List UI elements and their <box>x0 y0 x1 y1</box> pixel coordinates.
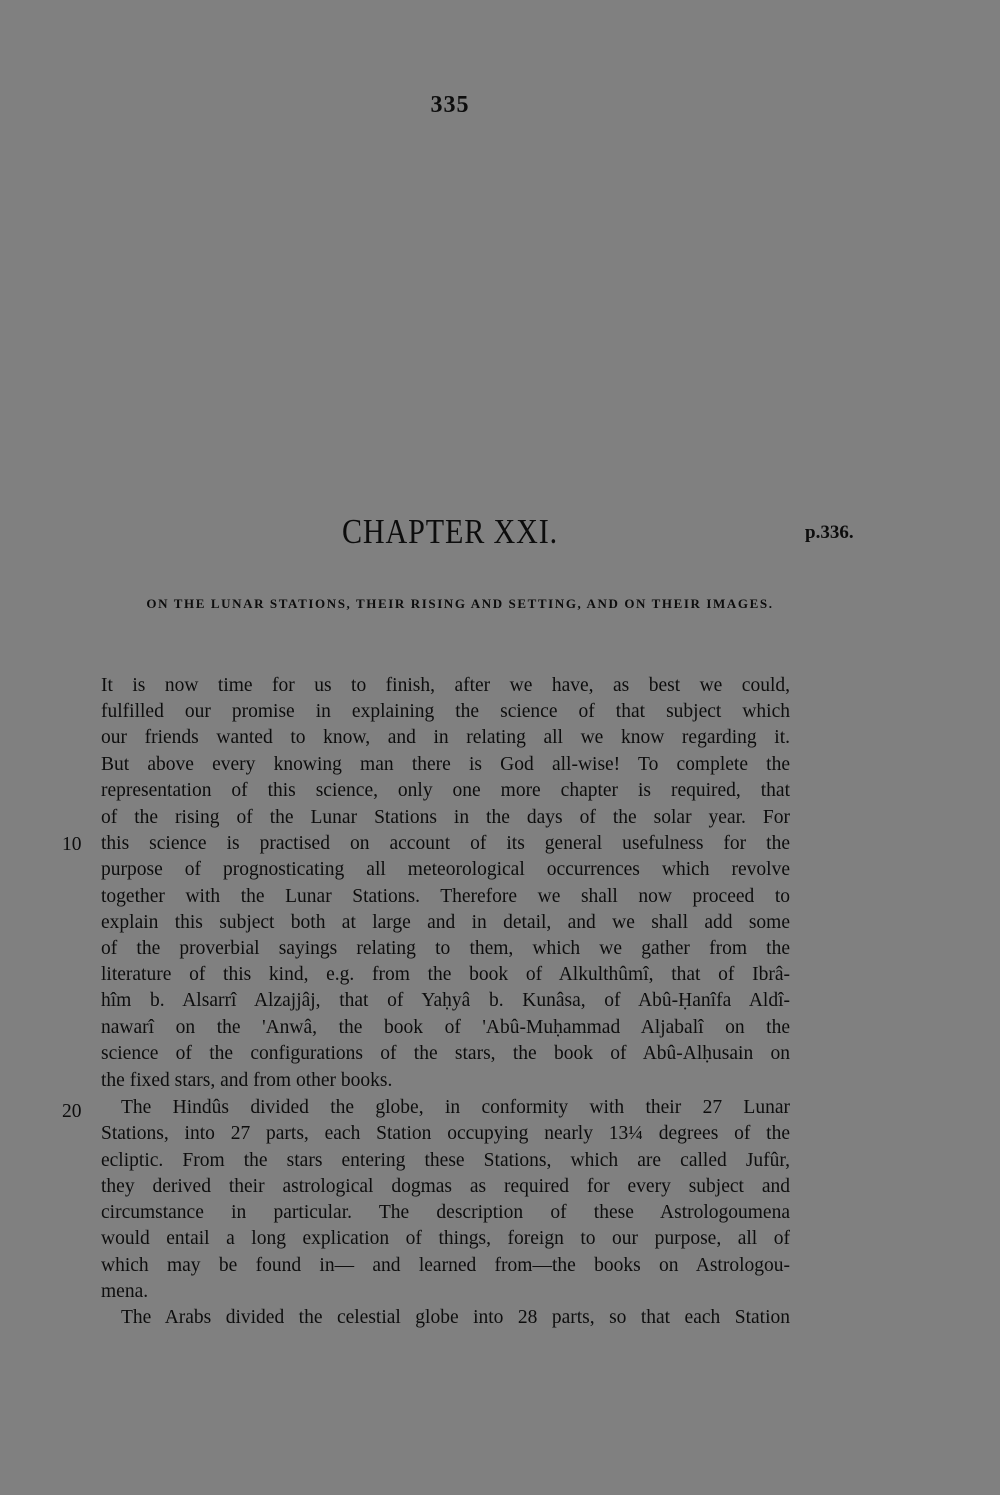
text-line: literature of this kind, e.g. from the book of Alkulthûmî, that of Ibrâ- <box>101 964 790 985</box>
text-line: But above every knowing man there is God all-wise! To complete the <box>101 754 790 775</box>
page-number: 335 <box>430 92 470 118</box>
text-line: hîm b. Alsarrî Alzajjâj, that of Yaḥyâ b. Kunâsa, of Abû-Ḥanîfa Aldî- <box>101 990 790 1011</box>
text-line: purpose of prognosticating all meteorological occurrences which revolve <box>101 859 790 880</box>
text-line: our friends wanted to know, and in relating all we know regarding it. <box>101 727 790 748</box>
text-line: ecliptic. From the stars entering these Stations, which are called Jufûr, <box>101 1150 790 1171</box>
margin-page-reference: p.336. <box>805 522 854 543</box>
chapter-subtitle: ON THE LUNAR STATIONS, THEIR RISING AND SETTING, AND ON THEIR IMAGES. <box>146 596 774 611</box>
text-line: It is now time for us to finish, after we have, as best we could, <box>101 675 790 696</box>
text-line: nawarî on the 'Anwâ, the book of 'Abû-Muḥammad Aljabalî on the <box>101 1017 790 1038</box>
text-line: Stations, into 27 parts, each Station occupying nearly 13¼ degrees of the <box>101 1123 790 1144</box>
text-line: the fixed stars, and from other books. <box>101 1070 393 1091</box>
text-line: The Arabs divided the celestial globe into 28 parts, so that each Station <box>121 1307 790 1328</box>
text-line: The Hindûs divided the globe, in conformity with their 27 Lunar <box>121 1097 790 1118</box>
text-line: fulfilled our promise in explaining the science of that subject which <box>101 701 790 722</box>
line-number-10: 10 <box>62 834 82 855</box>
text-line: circumstance in particular. The description of these Astrologoumena <box>101 1202 790 1223</box>
text-line: this science is practised on account of its general usefulness for the <box>101 833 790 854</box>
text-line: would entail a long explication of things, foreign to our purpose, all of <box>101 1228 790 1249</box>
text-line: mena. <box>101 1281 149 1302</box>
text-line: of the rising of the Lunar Stations in the days of the solar year. For <box>101 807 790 828</box>
text-line: representation of this science, only one more chapter is required, that <box>101 780 790 801</box>
text-line: they derived their astrological dogmas as required for every subject and <box>101 1176 790 1197</box>
line-number-20: 20 <box>62 1101 82 1122</box>
text-line: explain this subject both at large and in detail, and we shall add some <box>101 912 790 933</box>
text-line: science of the configurations of the stars, the book of Abû-Alḥusain on <box>101 1043 790 1064</box>
chapter-title: CHAPTER XXI. <box>341 512 559 551</box>
text-line: together with the Lunar Stations. Therefore we shall now proceed to <box>101 886 790 907</box>
text-line: of the proverbial sayings relating to them, which we gather from the <box>101 938 790 959</box>
text-line: which may be found in— and learned from—the books on Astrologou- <box>101 1255 790 1276</box>
